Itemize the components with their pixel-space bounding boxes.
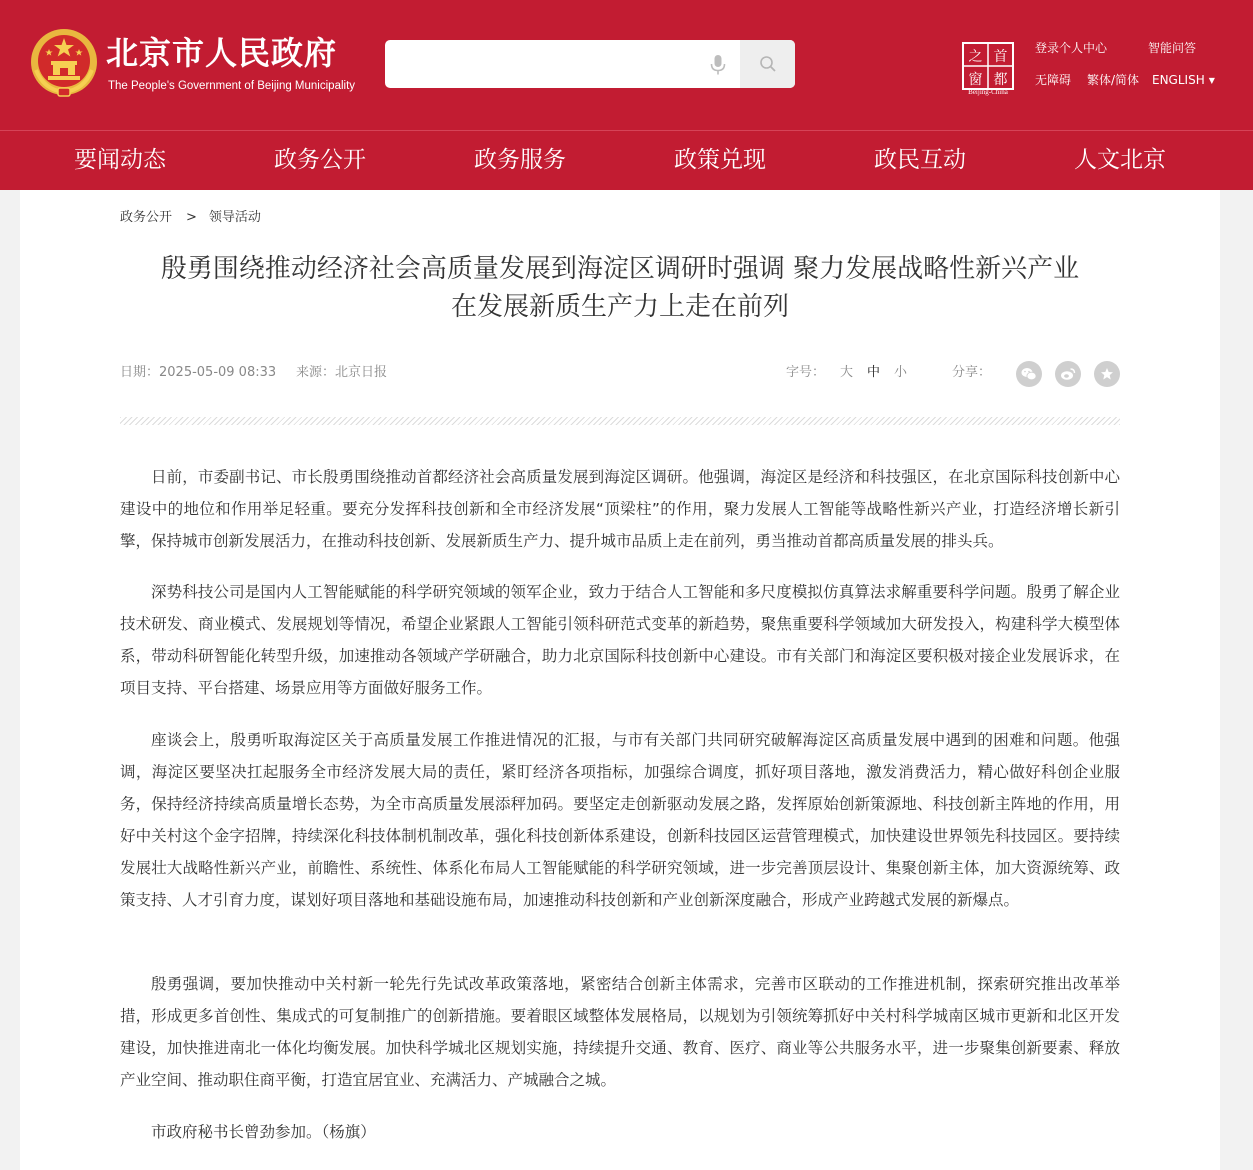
svg-text:窗: 窗 bbox=[968, 72, 983, 88]
nav-item-culture[interactable]: 人文北京 bbox=[1074, 147, 1166, 173]
weibo-icon bbox=[1060, 367, 1076, 381]
nav-item-government-affairs[interactable]: 政务公开 bbox=[274, 147, 366, 173]
nav-item-services[interactable]: 政务服务 bbox=[474, 147, 566, 173]
article-paragraph-1: 日前，市委副书记、市长殷勇围绕推动首都经济社会高质量发展到海淀区调研。他强调，海淀区是经济和科技强区，在北京国际科技创新中心建设中的地位和作用举足轻重。要充分发挥科技创新和全市经济发展“顶梁柱”的作用，聚力发展人工智能等战略性新兴产业，打造经济增长新引擎，保持城市创新发展活力，在推动科技创新、发展新质生产力、提升城市品质上走在前列，勇当推动首都高质量发展的排头兵。 bbox=[120, 468, 1120, 550]
wechat-icon bbox=[1021, 367, 1037, 381]
font-size-small[interactable]: 小 bbox=[894, 365, 908, 380]
search-icon bbox=[759, 55, 777, 73]
microphone-icon[interactable] bbox=[708, 54, 728, 76]
svg-text:之: 之 bbox=[968, 49, 983, 65]
nav-item-interaction[interactable]: 政民互动 bbox=[874, 147, 966, 173]
caret-down-icon: ▼ bbox=[1208, 76, 1215, 85]
star-icon bbox=[1100, 367, 1114, 381]
share-weibo-button[interactable] bbox=[1055, 361, 1081, 387]
share-favorite-button[interactable] bbox=[1094, 361, 1120, 387]
article-title-line2: 在发展新质生产力上走在前列 bbox=[450, 292, 789, 322]
meta-divider bbox=[120, 417, 1120, 425]
breadcrumb-level2[interactable]: 领导活动 bbox=[208, 210, 261, 225]
svg-text:首: 首 bbox=[993, 49, 1008, 65]
font-size-medium[interactable]: 中 bbox=[867, 365, 881, 380]
article-paragraph-5: 市政府秘书长曾劲参加。（杨旗） bbox=[151, 1123, 376, 1141]
article-paragraph-2: 深势科技公司是国内人工智能赋能的科学研究领域的领军企业，致力于结合人工智能和多尺度模拟仿真算法求解重要科学问题。殷勇了解企业技术研发、商业模式、发展规划等情况，希望企业紧跟人工智能引领科研范式变革的新趋势，聚焦重要科学领域加大研发投入，构建科学大模型体系，带动科研智能化转型升级，加速推动各领域产学研融合，助力北京国际科技创新中心建设。市有关部门和海淀区要积极对接企业发展诉求，在项目支持、平台搭建、场景应用等方面做好服务工作。 bbox=[120, 583, 1120, 697]
accessibility-link[interactable]: 无障碍 bbox=[1035, 73, 1072, 87]
article-paragraph-3: 座谈会上，殷勇听取海淀区关于高质量发展工作推进情况的汇报，与市有关部门共同研究破解海淀区高质量发展中遇到的困难和问题。他强调，海淀区要坚决扛起服务全市经济发展大局的责任，紧盯经济各项指标，加强综合调度，抓好项目落地，激发消费活力，精心做好科创企业服务，保持经济持续高质量增长态势，为全市高质量发展添秤加码。要坚定走创新驱动发展之路，发挥原始创新策源地、科技创新主阵地的作用，用好中关村这个金字招牌，持续深化科技体制机制改革，强化科技创新体系建设，创新科技园区运营管理模式，加快建设世界领先科技园区。要持续发展壮大战略性新兴产业，前瞻性、系统性、体系化布局人工智能赋能的科学研究领域，进一步完善顶层设计、集聚创新主体，加大资源统筹、政策支持、人才引育力度，谋划好项目落地和基础设施布局，加速推动科技创新和产业创新深度融合，形成产业跨越式发展的新爆点。 bbox=[120, 731, 1120, 909]
svg-text:都: 都 bbox=[993, 72, 1008, 88]
breadcrumb-level1[interactable]: 政务公开 bbox=[120, 210, 173, 225]
font-size-large[interactable]: 大 bbox=[840, 365, 854, 380]
site-subtitle[interactable]: The People's Government of Beijing Municipality bbox=[108, 80, 356, 92]
font-size-label: 字号： bbox=[786, 365, 826, 380]
search-box bbox=[385, 40, 795, 88]
login-link[interactable]: 登录个人中心 bbox=[1035, 41, 1108, 55]
nav-item-policy[interactable]: 政策兑现 bbox=[674, 147, 766, 173]
english-label: ENGLISH bbox=[1152, 73, 1205, 87]
nav-item-news[interactable]: 要闻动态 bbox=[74, 147, 166, 173]
search-button[interactable] bbox=[740, 40, 795, 88]
national-emblem-icon[interactable] bbox=[30, 28, 98, 98]
breadcrumb bbox=[120, 210, 261, 226]
site-title[interactable]: 北京市人民政府 bbox=[106, 34, 338, 72]
article-date: 日期：2025-05-09 08:33 bbox=[120, 365, 277, 380]
article-title-line1: 殷勇围绕推动经济社会高质量发展到海淀区调研时强调 聚力发展战略性新兴产业 bbox=[160, 254, 1080, 284]
article-title bbox=[110, 250, 1130, 326]
article-paragraph-4: 殷勇强调，要加快推动中关村新一轮先行先试改革政策落地，紧密结合创新主体需求，完善市区联动的工作推进机制，探索研究推出改革举措，形成更多首创性、集成式的可复制推广的创新措施。要着眼区域整体发展格局，以规划为引领统筹抓好中关村科学城南区城市更新和北区开发建设，加快推进南北一体化均衡发展。加快科学城北区规划实施，持续提升交通、教育、医疗、商业等公共服务水平，进一步聚集创新要素、释放产业空间、推动职住商平衡，打造宜居宜业、充满活力、产城融合之城。 bbox=[120, 975, 1120, 1089]
english-dropdown[interactable] bbox=[1152, 73, 1215, 88]
share-label: 分享： bbox=[952, 365, 992, 380]
search-input[interactable] bbox=[385, 40, 710, 88]
capital-logo-caption: Beijing-China bbox=[968, 88, 1008, 96]
breadcrumb-separator: > bbox=[186, 210, 197, 225]
share-wechat-button[interactable] bbox=[1016, 361, 1042, 387]
main-nav bbox=[0, 130, 1253, 190]
traditional-simplified-link[interactable]: 繁体/简体 bbox=[1087, 73, 1140, 87]
article-source: 来源：北京日报 bbox=[296, 365, 388, 380]
smart-qa-link[interactable]: 智能问答 bbox=[1148, 41, 1197, 55]
